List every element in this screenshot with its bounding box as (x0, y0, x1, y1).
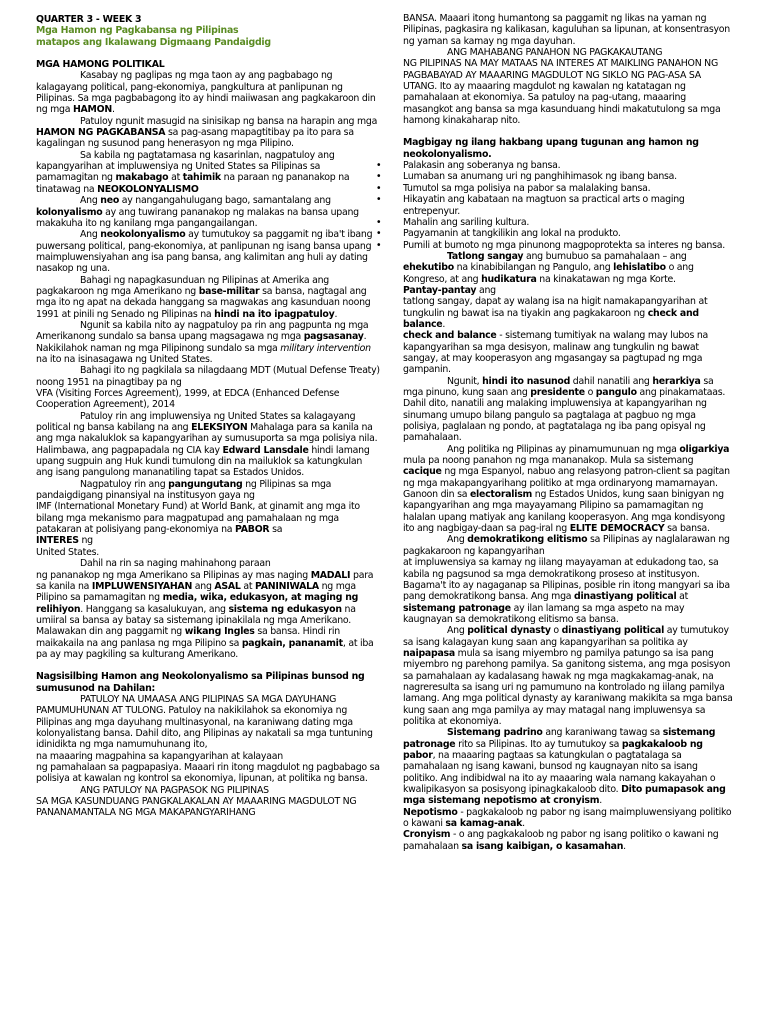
left-column (36, 14, 380, 819)
paragraph: Pantay-pantay ang (403, 284, 496, 296)
paragraph: Bahagi ito ng pagkilala sa nilagdaang MDT (Mutual Defense Treaty) noong 1951 na pinagtibay pa ng (36, 365, 380, 388)
lesson-title-line1: Mga Hamon ng Pagkabansa ng Pilipinas (36, 25, 239, 37)
paragraph: Bahagi ng napagkasunduan ng Pilipinas at Amerika ang pagkakaroon ng mga Amerikano ng base-militar sa bansa, nagtagal ang mga ito ng apat na dekada hanggang sa magwakas ang kasunduan noong 1991 at pinili ng Senado ng Pilipinas na hindi na ito ipagpatuloy. (36, 274, 371, 320)
list-item: • Lumaban sa anumang uri ng panghihimasok ng ibang bansa. (403, 171, 733, 182)
paragraph-continuation: at impluwensiya sa kamay ng iilang mayayaman at edukadong tao, sa kabila ng pagsunod sa mga demokratikong proseso at institusyon. Bagama't ito ay nagaganap sa Pilipinas, posible rin itong mangyari sa iba pang demokratikong bansa. Ang mga dinastiyang political at sistemang patronage ay ilan lamang sa mga aspeto na may kaugnayan sa demokratikong elitismo sa bansa. (403, 557, 730, 625)
paragraph-continuation: NG PILIPINAS NA MAY MATAAS NA INTERES AT MAIKLING PANAHON NG PAGBABAYAD AY MAAARING MAGDULOT NG SIKLO NG PAG-ASA SA UTANG. Ito ay maaaring magdulot ng kawalan ng katatagan ng pamahalaan at ekonomiya. Sa patuloy na pag-utang, maaaring masangkot ang bansa sa mga kasunduang hindi makatutulong sa mga hamong kinakaharap nito. (403, 58, 721, 127)
paragraph-continuation: ng pananakop ng mga Amerikano sa Pilipinas ay mas naging MADALI para sa kanila na IMPLUWENSIYAHAN ang ASAL at PANINIWALA ng mga Pilipino sa pamamagitan ng media, wika, edukasyon, at maging ng relihiyon. Hanggang sa kasalukuyan, ang sistema ng edukasyon na umiiral sa bansa ay batay sa sistemang ipinakilala ng mga Amerikano. Malawakan din ang paggamit ng wikang Ingles sa bansa. Hindi rin maikakaila na ang panlasa ng mga Pilipino sa pagkain, pananamit, at iba pa ay may pagkiling sa kulturang Amerikano. (36, 569, 374, 660)
section-heading-reasons: Nagsisilbing Hamon ang Neokolonyalismo sa Pilipinas bunsod ng sumusunod na Dahilan: (36, 671, 365, 694)
paragraph: ANG MAHABANG PANAHON NG PAGKAKAUTANG (447, 47, 663, 59)
paragraph: Ang political dynasty o dinastiyang political ay tumutukoy sa isang kalagayan kung saan ang kapangyarihan sa politika ay naipapasa mula sa isang miyembro ng pamilya patungo sa isa pang miyembro ng parehong pamilya. Sa ganitong sistema, ang mga posisyon sa pamahalaan ay kadalasang hawak ng mga magkakamag-anak, na nagreresulta sa isang uri ng pamumuno na kontrolado ng iilang pamilya lamang. Ang mga political dynasty ay karaniwang makikita sa mga bansa kung saan ang mga pamilya ay may matagal nang impluwensya sa politika at ekonomiya. (403, 625, 733, 727)
paragraph: Dahil na rin sa naging mahinahong paraan (80, 558, 271, 570)
list-item: • Tumutol sa mga polisiya na pabor sa malalaking bansa. (403, 183, 733, 194)
paragraph: Kasabay ng paglipas ng mga taon ay ang pagbabago ng kalagayang political, pang-ekonomiya, pangkultura at panlipunan ng Pilipinas. Sa mga pagbabagong ito ay hindi maiiwasan ang pagkakaroon din ng mga HAMON. (36, 70, 376, 116)
lesson-title-line2: matapos ang Ikalawang Digmaang Pandaigdig (36, 36, 271, 48)
list-item: • Hikayatin ang kabataan na magtuon sa practical arts o maging entrepenyur. (403, 194, 733, 217)
definition-nepotism: Nepotismo - pagkakaloob ng pabor ng isang maimpluwensiyang politiko o kawani sa kamag-anak. (403, 806, 732, 830)
paragraph: Sa kabila ng pagtatamasa ng kasarinlan, nagpatuloy ang kapangyarihan at impluwensiya ng United States sa Pilipinas sa pamamagitan ng makabago at tahimik na paraan ng pananakop na tinatawag na NEOKOLONYALISMO (36, 149, 350, 195)
paragraph-continuation: ng pamahalaan sa pagpapasiya. Maaari rin itong magdulot ng pagbabago sa polisiya at kawalan ng kontrol sa ekonomiya, lipunan, at politika ng bansa. (36, 762, 380, 785)
paragraph: Patuloy ngunit masugid na sinisikap ng bansa na harapin ang mga HAMON NG PAGKABANSA sa pag-asang mapagtitibay pa ito para sa kagalingan ng susunod pang henerasyon ng mga Pilipino. (36, 115, 378, 150)
paragraph-continuation: BANSA. Maaari itong humantong sa paggamit ng likas na yaman ng Pilipinas, pagkasira ng kalikasan, kaguluhan sa lipunan, at konsentrasyon ng yaman sa kamay ng mga dayuhan. (403, 13, 730, 47)
paragraph: Ang politika ng Pilipinas ay pinamumunuan ng mga oligarkiya mula pa noong panahon ng mga mananakop. Mula sa sistemang cacique ng mga Espanyol, nabuo ang relasyong patron-client sa pagitan ng mga makapangyarihang politiko at mga ordinaryong mamamayan. Ganoon din sa electoralism ng Estados Unidos, kung saan binigyan ng kapangyarihan ang mga mayayamang Pilipino sa pamamagitan ng halalan upang matiyak ang kanilang kooperasyon. Ang mga kondisyong ito ang nagbigay-daan sa pag-iral ng ELITE DEMOCRACY sa bansa. (403, 443, 730, 535)
list-item: • Mahalin ang sariling kultura. (403, 217, 733, 228)
paragraph: ANG PATULOY NA PAGPASOK NG PILIPINAS (80, 784, 269, 796)
definition-check-balance: check and balance - sistemang tumitiyak na walang may lubos na kapangyarihan sa mga desisyon, malinaw ang tungkulin ng bawat sangay, at may kooperasyon ang mgasangay sa pagtupad ng mga gampanin. (403, 330, 709, 376)
paragraph-continuation: IMF (International Monetary Fund) at World Bank, at ginamit ang mga ito bilang mga mekanismo para magpatupad ang pamahalaan ng mga patakaran at polisiyang pang-ekonomiya na PABOR sa INTERES ng (36, 501, 360, 547)
paragraph: Ang neo ay nangangahulugang bago, samantalang ang kolonyalismo ay ang tuwirang pananakop ng malakas na bansa upang makakuha ito ng kanilang mga pangangailangan. (36, 195, 359, 229)
definition-cronyism: Cronyism - o ang pagkakaloob ng pabor ng isang politiko o kawani ng pamahalaan sa isang kaibigan, o kasamahan. (403, 829, 719, 852)
section-heading-steps: Magbigay ng ilang hakbang upang tugunan ang hamon ng neokolonyalismo. (403, 137, 699, 160)
list-item: • Pumili at bumoto ng mga pinunong magpoprotekta sa interes ng bansa. (403, 240, 733, 251)
paragraph-continuation: na maaaring magpahina sa kapangyarihan at kalayaan (36, 750, 283, 762)
steps-list (403, 160, 733, 251)
quarter-label: QUARTER 3 - WEEK 3 (36, 14, 142, 25)
paragraph: Ang neokolonyalismo ay tumutukoy sa paggamit ng iba't ibang puwersang political, pang-ekonomiya, at panlipunan ng isang bansa upang maimpluwensiyahan ang isa pang bansa, ang kalimitan ang huli ay dating nasakop ng una. (36, 229, 373, 275)
paragraph: Ngunit, hindi ito nasunod dahil nanatili ang herarkiya sa mga pinuno, kung saan ang presidente o pangulo ang pinakamataas. Dahil dito, nanatili ang malaking impluwensiya at kapangyarihan ng sinumang umupo bilang pangulo sa pagtalaga at pagbuo ng mga polisiya, paglalaan ng pondo, at pagtatalaga ng iba pang opisyal ng pamahalaan. (403, 375, 726, 444)
paragraph: Tatlong sangay ang bumubuo sa pamahalaan – ang ehekutibo na kinabibilangan ng Pangulo, ang lehislatibo o ang Kongreso, at ang hudikatura na kinakatawan ng mga Korte. (403, 250, 694, 285)
paragraph-continuation: tatlong sangay, dapat ay walang isa na higit namakapangyarihan at tungkulin ng bawat isa na tiyakin ang pagkakaroon ng check and balance. (403, 296, 708, 330)
paragraph: Ang demokratikong elitismo sa Pilipinas ay naglalarawan ng pagkakaroon ng kapangyarihan (403, 534, 730, 557)
paragraph-continuation: VFA (Visiting Forces Agreement), 1999, at EDCA (Enhanced Defense Cooperation Agreement), 2014 (36, 388, 340, 411)
section-heading-political: MGA HAMONG POLITIKAL (36, 59, 165, 71)
paragraph: PATULOY NA UMAASA ANG PILIPINAS SA MGA DAYUHANG PAMUMUHUNAN AT TULONG. Patuloy na nakikilahok sa ekonomiya ng Pilipinas ang mga dayuhang multinasyonal, na karaniwang dating mga kolonyalistang bansa. Dahil dito, ang Pilipinas ay nakatali sa mga tuntuning idinidikta ng mga namumuhunang ito, (36, 693, 373, 751)
paragraph: Sistemang padrino ang karaniwang tawag sa sistemang patronage rito sa Pilipinas. Ito ay tumutukoy sa pagkakaloob ng pabor, na maaaring pagtaas sa katungkulan o pagtatalaga sa pamahalaan ng isang kawani, bunsod ng kaugnayan nito sa isang politiko. Ang indibidwal na ito ay maaaring wala namang kakayahan o kwalipikasyon sa posisyong ipinagkakaloob dito. Dito pumapasok ang mga sistemang nepotismo at cronyism. (403, 727, 726, 807)
paragraph: Ngunit sa kabila nito ay nagpatuloy pa rin ang pagpunta ng mga Amerikanong sundalo sa bansa upang magsagawa ng mga pagsasanay. Nakikilahok naman ng mga Pilipinong sundalo sa mga military intervention na ito na isinasagawa ng United States. (36, 319, 371, 365)
list-item: • Pagyamanin at tangkilikin ang lokal na produkto. (403, 228, 733, 239)
paragraph: Nagpatuloy rin ang pangungutang ng Pilipinas sa mga pandaigdigang pinansiyal na institusyon gaya ng (36, 478, 332, 502)
paragraph: Patuloy rin ang impluwensiya ng United States sa kalagayang political ng bansa kabilang na ang ELEKSIYON Mahalaga para sa kanila na ang mga nakaluklok sa kapangyarihan ay sumusuporta sa mga polisiya nila. Halimbawa, ang pagpapadala ng CIA kay Edward Lansdale hindi lamang upang sugpuin ang Huk kundi tumulong din na mailuklok sa katungkulan ang isang pangulong mananatiling tapat sa Estados Unidos. (36, 410, 378, 479)
paragraph-continuation: SA MGA KASUNDUANG PANGKALAKALAN AY MAAARING MAGDULOT NG PANANAMANTALA NG MGA MAKAPANGYARIHANG (36, 796, 357, 819)
right-column (403, 13, 733, 852)
list-item: • Palakasin ang soberanya ng bansa. (403, 160, 733, 171)
paragraph-continuation: United States. (36, 546, 99, 558)
